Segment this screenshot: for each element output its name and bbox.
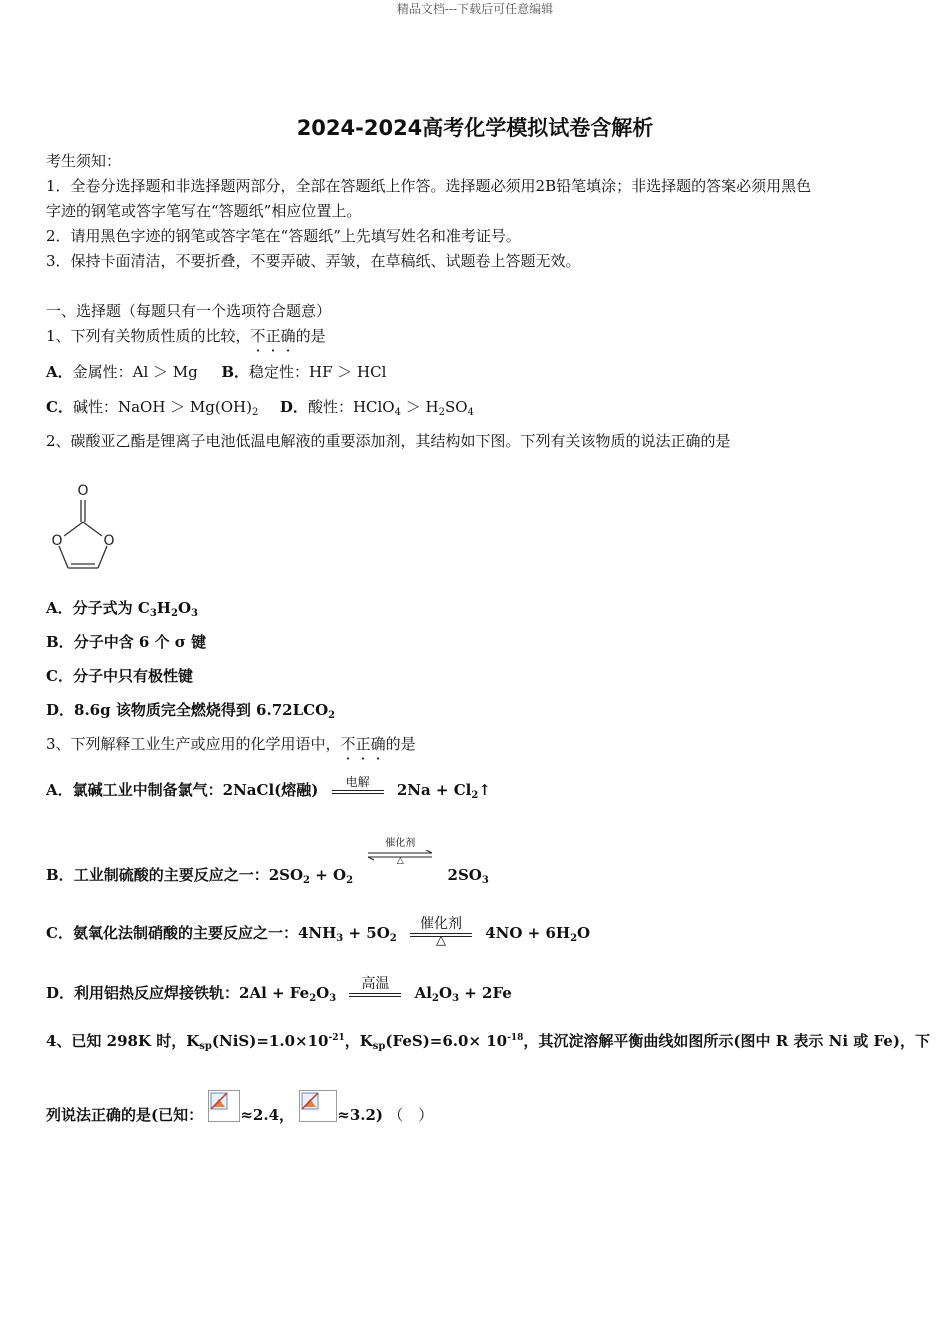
q4-e2: -18 xyxy=(507,1033,524,1043)
q1-emph-2: 正 xyxy=(265,327,281,345)
q1-option-d-sub-1: 4 xyxy=(394,407,401,418)
q1-option-d-text-b: ＞ H xyxy=(400,398,439,416)
q1-option-d-sub-2: 2 xyxy=(438,407,445,418)
cond-b-bottom: △ xyxy=(396,856,404,866)
q2-option-a xyxy=(46,597,198,619)
q3-option-b xyxy=(46,838,489,886)
notice-item-1: 1．全卷分选择题和非选择题两部分，全部在答题纸上作答。选择题必须用2B铅笔填涂；非选择题的答案必须用黑色 xyxy=(46,177,812,195)
page-header: 精品文档---下载后可任意编辑 xyxy=(396,2,554,16)
q2-option-b-label: B． xyxy=(46,633,74,651)
q4-a: 4、已知 298K 时，K xyxy=(46,1032,200,1050)
q3-emph-2: 正 xyxy=(355,735,371,753)
q1-option-c-label: C． xyxy=(46,398,73,416)
q3-option-c xyxy=(46,916,591,948)
q2-a-s1: 3 xyxy=(149,608,157,619)
broken-image-icon xyxy=(208,1090,240,1122)
question-4-stem xyxy=(46,1030,930,1052)
notice-item-1-cont: 字迹的钢笔或答字笔写在“答题纸”相应位置上。 xyxy=(46,202,362,220)
q1-option-c-sub: 2 xyxy=(251,407,259,418)
q2-option-b-text: 分子中含 6 个 σ 键 xyxy=(73,633,207,651)
q3-b-pre: 工业制硫酸的主要反应之一：2SO xyxy=(73,866,304,884)
q4-approx-2: ≈3.2) xyxy=(337,1106,384,1124)
q1-option-a-text: 金属性：Al ＞ Mg xyxy=(72,363,198,381)
q3-stem-pre: 3、下列解释工业生产或应用的化学用语中， xyxy=(46,735,341,753)
structure-right-o: O xyxy=(103,533,115,549)
q3-a-pre: 氯碱工业中制备氯气：2NaCl(熔融) xyxy=(72,781,319,799)
q3-c-s2: 2 xyxy=(389,933,397,944)
q3-c-post-a: 4NO + 6H xyxy=(485,924,571,942)
q3-c-post-b: O xyxy=(577,924,591,942)
q1-option-b-label: B． xyxy=(221,363,250,381)
broken-image-icon xyxy=(299,1090,337,1122)
ethylene-carbonate-structure xyxy=(44,478,124,578)
q1-option-d-text-c: SO xyxy=(444,398,468,416)
q3-d-s1: 2 xyxy=(309,993,317,1004)
q3-b-s3: 3 xyxy=(481,875,489,886)
q1-options-cd xyxy=(46,396,474,418)
q2-option-c-text: 分子中只有极性键 xyxy=(72,667,193,685)
q2-option-a-text: 分子式为 C xyxy=(72,599,150,617)
q4-c: ，K xyxy=(344,1032,373,1050)
q3-d-s2: 3 xyxy=(329,993,337,1004)
q3-a-label: A． xyxy=(46,781,73,799)
q1-stem-post: 的是 xyxy=(295,327,326,345)
q3-a-post: 2Na + Cl xyxy=(396,781,472,799)
q3-d-pre: 利用铝热反应焊接铁轨：2Al + Fe xyxy=(74,984,310,1002)
q2-option-c xyxy=(46,665,193,686)
q3-a-arrow: ↑ xyxy=(478,781,491,799)
catalyst-condition xyxy=(408,916,474,948)
q3-emph-1: 不 xyxy=(340,735,356,753)
q3-option-a xyxy=(46,775,491,803)
q1-emph-1: 不 xyxy=(250,327,266,345)
q3-c-s1: 3 xyxy=(336,933,344,944)
q4-sp2: sp xyxy=(372,1041,386,1052)
q2-option-d-text: 8.6g 该物质完全燃烧得到 6.72LCO xyxy=(74,701,329,719)
q3-d-s4: 3 xyxy=(452,993,460,1004)
q1-option-d-label: D． xyxy=(279,398,308,416)
q3-b-s1: 2 xyxy=(303,875,310,886)
q2-option-a-label: A． xyxy=(46,599,73,617)
q1-option-b-text: 稳定性：HF ＞ HCl xyxy=(249,363,387,381)
cond-c-top: 催化剂 xyxy=(419,916,462,932)
q1-options-ab xyxy=(46,361,386,382)
q2-a-t3: O xyxy=(177,599,192,617)
q3-b-s2: 2 xyxy=(346,875,354,886)
q3-d-s3: 2 xyxy=(432,993,439,1004)
page-title: 2024-2024高考化学模拟试卷含解析 xyxy=(296,116,654,140)
cond-b-top: 催化剂 xyxy=(385,838,416,849)
q3-emph-3: 确 xyxy=(370,735,386,753)
q3-c-s3: 2 xyxy=(570,933,578,944)
notice-item-3: 3．保持卡面清洁，不要折叠，不要弄破、弄皱，在草稿纸、试题卷上答题无效。 xyxy=(46,252,581,270)
question-3-stem xyxy=(46,733,416,754)
q4-e: ，其沉淀溶解平衡曲线如图所示(图中 R 表示 Ni 或 Fe)，下 xyxy=(523,1032,930,1050)
q3-d-label: D． xyxy=(46,984,75,1002)
q2-option-c-label: C． xyxy=(46,667,73,685)
structure-left-o: O xyxy=(51,533,63,549)
q1-stem-pre: 1、下列有关物质性质的比较， xyxy=(46,327,251,345)
reversible-condition xyxy=(364,838,436,880)
q4-d: (FeS)=6.0× 10 xyxy=(385,1032,508,1050)
q1-option-d-sub-3: 4 xyxy=(467,407,474,418)
q3-a-sub: 2 xyxy=(471,790,479,801)
q4-sp1: sp xyxy=(199,1041,212,1052)
section-heading: 一、选择题（每题只有一个选项符合题意） xyxy=(46,302,332,320)
question-2-stem: 2、碳酸亚乙酯是锂离子电池低温电解液的重要添加剂，其结构如下图。下列有关该物质的说法正确的是 xyxy=(46,432,731,450)
question-4-stem-line-2 xyxy=(46,1090,433,1125)
structure-svg xyxy=(44,478,124,578)
q1-option-d-text-a: 酸性：HClO xyxy=(307,398,395,416)
cond-electrolysis-label: 电解 xyxy=(345,775,370,789)
q2-d-s1: 2 xyxy=(328,710,336,721)
notice-item-2: 2．请用黑色字迹的钢笔或答字笔在“答题纸”上先填写姓名和准考证号。 xyxy=(46,227,521,245)
q3-d-post-b: O xyxy=(438,984,453,1002)
q3-b-mid: + O xyxy=(310,866,347,884)
q4-approx-1: ≈2.4， xyxy=(240,1106,295,1124)
electrolysis-condition xyxy=(330,775,386,803)
q3-c-mid: + 5O xyxy=(343,924,390,942)
q3-stem-post: 的是 xyxy=(385,735,416,753)
q2-option-d xyxy=(46,699,335,721)
q2-a-t2: H xyxy=(156,599,171,617)
q3-b-label: B． xyxy=(46,866,74,884)
q3-b-post: 2SO xyxy=(447,866,482,884)
q2-a-s2: 2 xyxy=(170,608,178,619)
notice-heading: 考生须知： xyxy=(46,152,122,170)
q2-option-d-label: D． xyxy=(46,701,75,719)
q3-c-pre: 氨氧化法制硝酸的主要反应之一：4NH xyxy=(72,924,337,942)
q1-emph-3: 确 xyxy=(280,327,296,345)
q3-d-post-a: Al xyxy=(414,984,433,1002)
q4-e1: -21 xyxy=(328,1033,345,1043)
q1-option-c-text: 碱性：NaOH ＞ Mg(OH) xyxy=(72,398,252,416)
q4-answer-bracket: （ ） xyxy=(388,1106,434,1124)
cond-d-label: 高温 xyxy=(361,976,390,992)
q3-d-post-c: + 2Fe xyxy=(459,984,512,1002)
q1-option-a-label: A． xyxy=(46,363,73,381)
q3-c-label: C． xyxy=(46,924,73,942)
high-temperature-condition xyxy=(347,976,403,1006)
structure-top-o: O xyxy=(77,483,89,499)
question-1-stem xyxy=(46,325,326,346)
q3-d-mid: O xyxy=(316,984,330,1002)
cond-c-bottom: △ xyxy=(435,933,446,948)
q2-a-s3: 3 xyxy=(191,608,198,619)
q4-b: (NiS)=1.0×10 xyxy=(211,1032,329,1050)
q2-option-b xyxy=(46,631,206,652)
q3-option-d xyxy=(46,976,512,1006)
q4-line2-pre: 列说法正确的是(已知： xyxy=(46,1106,204,1124)
